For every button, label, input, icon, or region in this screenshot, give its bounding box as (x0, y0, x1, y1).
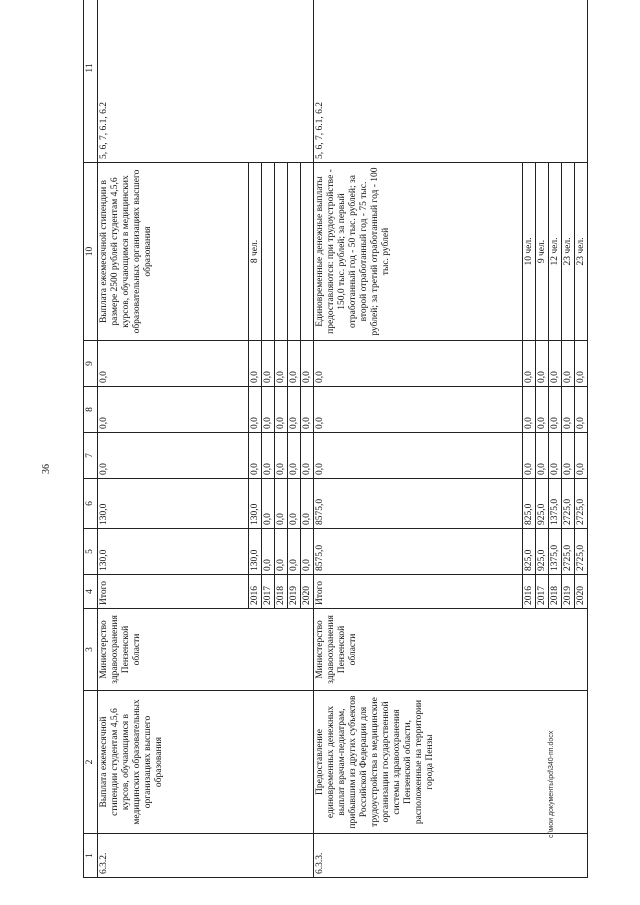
value-col-10 (301, 163, 314, 341)
year-cell: 2018 (275, 575, 288, 609)
value-col-6: 0,0 (275, 479, 288, 529)
document-file-path: c:\мои документы\pd\340-пп.docx (548, 730, 555, 838)
value-col-9: 0,0 (275, 341, 288, 387)
year-cell: 2019 (562, 575, 575, 609)
activity-executor: Министерство здравоохранения Пензенской области (98, 609, 314, 691)
indicator-refs: 5, 6, 7, 6.1, 6.2 (314, 0, 588, 163)
value-col-10 (288, 163, 301, 341)
value-col-5: 0,0 (288, 529, 301, 575)
value-col-7: 0,0 (523, 433, 536, 479)
value-col-6: 925,0 (536, 479, 549, 529)
total-col-9: 0,0 (314, 341, 523, 387)
year-cell: 2016 (523, 575, 536, 609)
total-label: Итого (314, 575, 523, 609)
value-col-6: 825,0 (523, 479, 536, 529)
total-col-8: 0,0 (98, 387, 249, 433)
value-col-8: 0,0 (575, 387, 588, 433)
value-col-8: 0,0 (549, 387, 562, 433)
value-col-9: 0,0 (301, 341, 314, 387)
value-col-9: 0,0 (523, 341, 536, 387)
year-cell: 2016 (249, 575, 262, 609)
value-col-7: 0,0 (262, 433, 275, 479)
value-col-10 (275, 163, 288, 341)
value-col-9: 0,0 (549, 341, 562, 387)
value-col-6: 1375,0 (549, 479, 562, 529)
header-row (84, 0, 98, 878)
value-col-10 (262, 163, 275, 341)
value-col-9: 0,0 (575, 341, 588, 387)
value-col-6: 130,0 (249, 479, 262, 529)
activity-executor: Министерство здравоохранения Пензенской области (314, 609, 588, 691)
value-col-5: 1375,0 (549, 529, 562, 575)
value-col-5: 0,0 (301, 529, 314, 575)
value-col-9: 0,0 (536, 341, 549, 387)
value-col-8: 0,0 (275, 387, 288, 433)
total-col-9: 0,0 (98, 341, 249, 387)
value-col-8: 0,0 (562, 387, 575, 433)
indicator-refs: 5, 6, 7, 6.1, 6.2 (98, 0, 314, 163)
value-col-9: 0,0 (249, 341, 262, 387)
value-col-9: 0,0 (288, 341, 301, 387)
total-col-5: 8575,0 (314, 529, 523, 575)
value-col-5: 2725,0 (575, 529, 588, 575)
value-col-7: 0,0 (249, 433, 262, 479)
activity-description: Выплата ежемесячной стипендии студентам 4,5,6 курсов, обучающимся в медицинских образовательных организациях высшего образования (98, 691, 314, 834)
activity-description: Предоставление единовременных денежных выплат врачам-педиатрам, прибывшим из других субъектов Российской Федерации для трудоустройства в медицинские организации государственной системы здравоохранения Пензенской области, расположенные на территории города Пензы (314, 691, 588, 834)
header-col-2: 2 (84, 691, 98, 834)
value-col-10: 10 чел. (523, 163, 536, 341)
indicator-description: Выплата ежемесячной стипендии в размере 2500 рублей студентам 4,5,6 курсов, обучающимся в медицинских образовательных организациях высшего образования (98, 163, 249, 341)
value-col-5: 925,0 (536, 529, 549, 575)
value-col-6: 2725,0 (575, 479, 588, 529)
value-col-7: 0,0 (549, 433, 562, 479)
value-col-5: 2725,0 (562, 529, 575, 575)
header-col-3: 3 (84, 609, 98, 691)
total-col-8: 0,0 (314, 387, 523, 433)
value-col-7: 0,0 (562, 433, 575, 479)
value-col-6: 0,0 (288, 479, 301, 529)
value-col-10: 23 чел. (562, 163, 575, 341)
activity-number: 6.3.3. (314, 834, 588, 878)
value-col-5: 130,0 (249, 529, 262, 575)
header-col-7: 7 (84, 433, 98, 479)
value-col-7: 0,0 (301, 433, 314, 479)
value-col-6: 0,0 (301, 479, 314, 529)
value-col-10: 12 чел. (549, 163, 562, 341)
value-col-9: 0,0 (262, 341, 275, 387)
page-number: 36 (41, 464, 52, 474)
value-col-7: 0,0 (275, 433, 288, 479)
value-col-7: 0,0 (536, 433, 549, 479)
year-cell: 2017 (536, 575, 549, 609)
total-col-6: 130,0 (98, 479, 249, 529)
value-col-5: 825,0 (523, 529, 536, 575)
header-col-8: 8 (84, 387, 98, 433)
value-col-6: 2725,0 (562, 479, 575, 529)
year-cell: 2020 (575, 575, 588, 609)
header-col-9: 9 (84, 341, 98, 387)
header-col-11: 11 (84, 0, 98, 163)
value-col-6: 0,0 (262, 479, 275, 529)
indicator-description: Единовременные денежные выплаты предоставляются: при трудоустройстве - 150,0 тыс. рублей; за первый отработанный год - 50 тыс. рублей; за второй отработанный год - 75 тыс. рублей; за третий отработанный год - 100 тыс. рублей (314, 163, 523, 341)
program-activities-table-wrapper (83, 14, 588, 878)
value-col-8: 0,0 (249, 387, 262, 433)
year-cell: 2018 (549, 575, 562, 609)
activity-number: 6.3.2. (98, 834, 314, 878)
value-col-10: 23 чел. (575, 163, 588, 341)
total-col-7: 0,0 (314, 433, 523, 479)
table-row (98, 0, 249, 878)
value-col-8: 0,0 (301, 387, 314, 433)
year-cell: 2019 (288, 575, 301, 609)
year-cell: 2017 (262, 575, 275, 609)
table-row (314, 0, 523, 878)
value-col-10: 8 чел. (249, 163, 262, 341)
total-col-7: 0,0 (98, 433, 249, 479)
value-col-8: 0,0 (536, 387, 549, 433)
total-col-5: 130,0 (98, 529, 249, 575)
value-col-10: 9 чел. (536, 163, 549, 341)
header-col-10: 10 (84, 163, 98, 341)
value-col-7: 0,0 (288, 433, 301, 479)
total-label: Итого (98, 575, 249, 609)
value-col-9: 0,0 (562, 341, 575, 387)
value-col-5: 0,0 (262, 529, 275, 575)
value-col-5: 0,0 (275, 529, 288, 575)
value-col-8: 0,0 (262, 387, 275, 433)
value-col-8: 0,0 (523, 387, 536, 433)
header-col-5: 5 (84, 529, 98, 575)
value-col-8: 0,0 (288, 387, 301, 433)
value-col-7: 0,0 (575, 433, 588, 479)
header-col-1: 1 (84, 834, 98, 878)
header-col-4: 4 (84, 575, 98, 609)
total-col-6: 8575,0 (314, 479, 523, 529)
header-col-6: 6 (84, 479, 98, 529)
year-cell: 2020 (301, 575, 314, 609)
program-activities-table (83, 0, 588, 878)
